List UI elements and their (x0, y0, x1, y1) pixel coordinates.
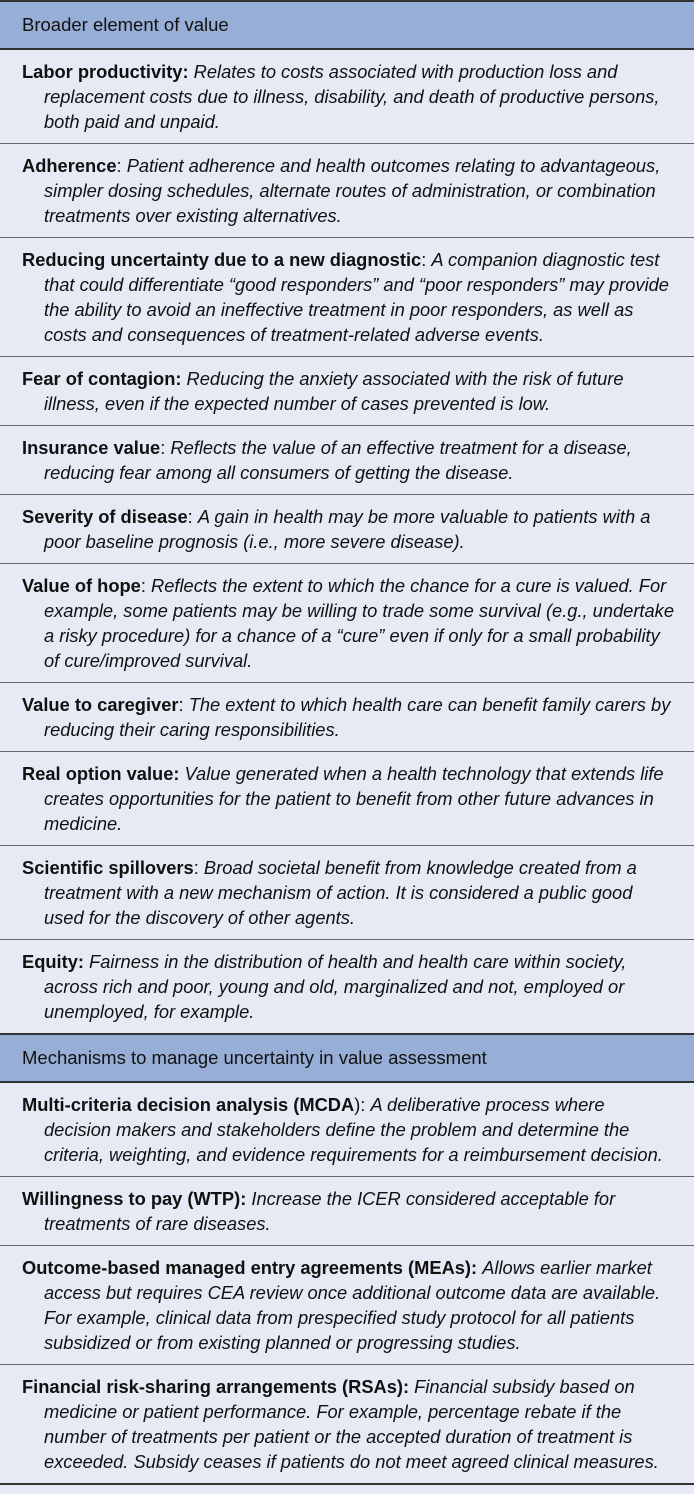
table-row (0, 238, 694, 357)
table-row (0, 683, 694, 752)
row-description: Reflects the value of an effective treatment for a disease, reducing fear among all consumers of getting the disease. (44, 437, 632, 483)
row-description: Patient adherence and health outcomes relating to advantageous, simpler dosing schedules, alternate routes of administration, or combination treatments over existing alternatives. (44, 155, 661, 226)
table-row (0, 1083, 694, 1177)
table-row (0, 495, 694, 564)
table-row (0, 144, 694, 238)
row-term: Value of hope (22, 575, 141, 596)
row-term: Real option value: (22, 763, 180, 784)
table-row (0, 752, 694, 846)
table-row (0, 50, 694, 144)
row-separator: ): (354, 1094, 366, 1115)
table-row (0, 940, 694, 1035)
table-row (0, 357, 694, 426)
section-header: Broader element of value (0, 2, 694, 50)
row-term: Multi-criteria decision analysis (MCDA (22, 1094, 355, 1115)
row-separator: : (193, 857, 199, 878)
row-description: Relates to costs associated with production loss and replacement costs due to illness, disability, and death of productive persons, both paid and unpaid. (44, 61, 660, 132)
row-description: Value generated when a health technology that extends life creates opportunities for the patient to benefit from other future advances in medicine. (44, 763, 664, 834)
row-term: Scientific spillovers (22, 857, 194, 878)
row-term: Adherence (22, 155, 117, 176)
row-description: A companion diagnostic test that could differentiate “good responders” and “poor responders” may provide the ability to avoid an ineffective treatment in poor responders, as well as costs and consequences of treatment-related adverse events. (44, 249, 669, 345)
row-description: The extent to which health care can benefit family carers by reducing their caring responsibilities. (44, 694, 671, 740)
table-row (0, 846, 694, 940)
row-term: Financial risk-sharing arrangements (RSAs): (22, 1376, 410, 1397)
row-term: Severity of disease (22, 506, 188, 527)
table-row (0, 564, 694, 683)
row-separator: : (187, 506, 193, 527)
row-description: Allows earlier market access but requires CEA review once additional outcome data are available. For example, clinical data from prespecified study protocol for all patients subsidized or from existing planned or progressing studies. (44, 1257, 661, 1353)
row-term: Labor productivity: (22, 61, 189, 82)
row-separator: : (421, 249, 427, 270)
table-row (0, 1246, 694, 1365)
row-description: Increase the ICER considered acceptable for treatments of rare diseases. (44, 1188, 616, 1234)
row-term: Willingness to pay (WTP): (22, 1188, 247, 1209)
row-term: Reducing uncertainty due to a new diagnostic (22, 249, 422, 270)
row-description: Fairness in the distribution of health and health care within society, across rich and poor, young and old, marginalized and not, employed or unemployed, for example. (44, 951, 627, 1022)
row-description: Reflects the extent to which the chance for a cure is valued. For example, some patients may be willing to trade some survival (e.g., undertake a risky procedure) for a chance of a “cure” even if only for a small probability of cure/improved survival. (44, 575, 674, 671)
row-description: A gain in health may be more valuable to patients with a poor baseline prognosis (i.e., more severe disease). (44, 506, 651, 552)
table-row (0, 1365, 694, 1485)
row-term: Outcome-based managed entry agreements (MEAs): (22, 1257, 478, 1278)
row-description: Reducing the anxiety associated with the risk of future illness, even if the expected number of cases prevented is low. (44, 368, 624, 414)
row-term: Fear of contagion: (22, 368, 182, 389)
row-description: A deliberative process where decision makers and stakeholders define the problem and determine the criteria, weighting, and evidence requirements for a reimbursement decision. (44, 1094, 663, 1165)
row-term: Insurance value (22, 437, 161, 458)
row-description: Financial subsidy based on medicine or patient performance. For example, percentage rebate if the number of treatments per patient or the accepted duration of treatment is exceeded. Subsidy ceases if patients do not meet agreed clinical measures. (44, 1376, 659, 1472)
row-term: Value to caregiver (22, 694, 179, 715)
row-separator: : (140, 575, 146, 596)
table-row (0, 1177, 694, 1246)
row-separator: : (160, 437, 166, 458)
row-separator: : (116, 155, 122, 176)
row-description: Broad societal benefit from knowledge created from a treatment with a new mechanism of action. It is considered a public good used for the discovery of other agents. (44, 857, 637, 928)
section-header: Mechanisms to manage uncertainty in value assessment (0, 1035, 694, 1083)
table-row (0, 426, 694, 495)
row-term: Equity: (22, 951, 84, 972)
row-separator: : (178, 694, 184, 715)
